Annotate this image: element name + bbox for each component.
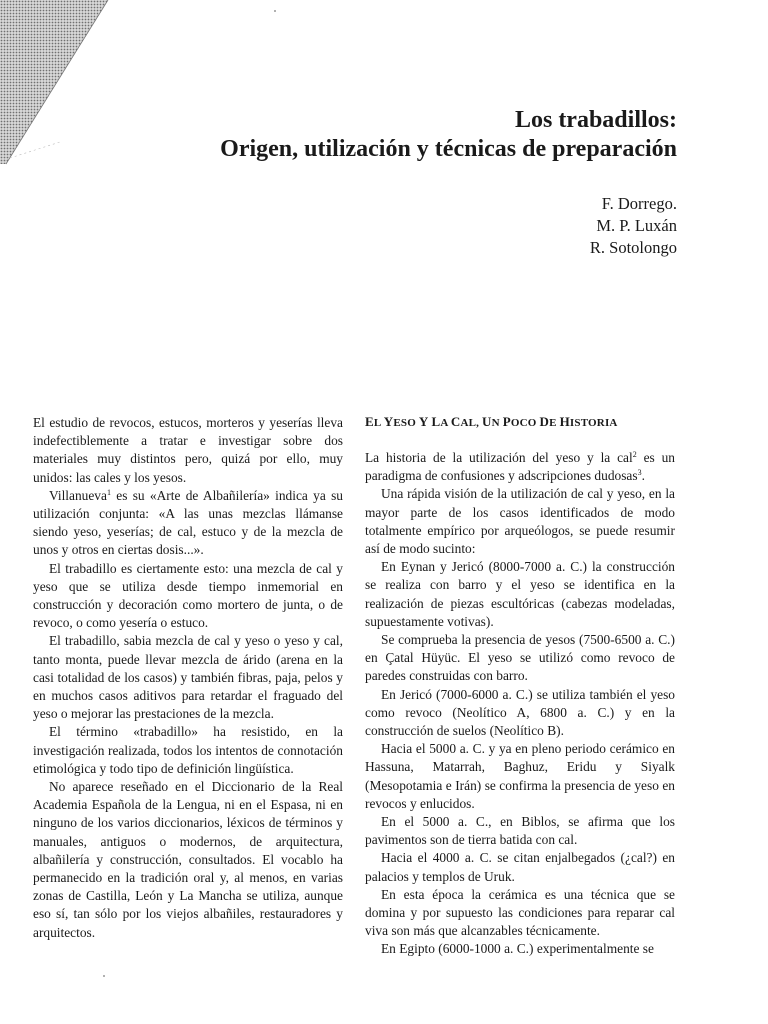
paragraph-villanueva <box>33 487 343 560</box>
paragraph-egypt: En Egipto (6000-1000 a. C.) experimentalmente se <box>381 941 654 957</box>
paragraph-jerico-neolithic: En Jericó (7000-6000 a. C.) se utiliza también el yeso como revoco (Neolítico A, 6800 a. C.) y en la construcción de suelos (Neolítico B). <box>365 686 675 739</box>
paragraph-dictionary: No aparece reseñado en el Diccionario de la Real Academia Española de la Lengua, ni en el Espasa, ni en ninguno de los varios diccionarios, léxicos de términos y manuales, antiguos o modernos, de arquitectura, albañilería y construcción, consultados. El vocablo ha permanecido en la tradición oral y, al menos, en varias zonas de Castilla, León y La Mancha se utiliza, aunque eso sí, tan sólo por los viejos albañiles, restauradores y arquitectos. <box>33 779 343 940</box>
paragraph-ceramic-period: Hacia el 5000 a. C. y ya en pleno periodo cerámico en Hassuna, Matarrah, Baghuz, Eridu y Siyalk (Mesopotamia e Irán) se confirma la presencia de yeso en revocos y enlucidos. <box>365 741 675 811</box>
author-1: F. Dorrego. <box>601 194 677 213</box>
paragraph-biblos: En el 5000 a. C., en Biblos, se afirma que los pavimentos son de tierra batida con cal. <box>365 814 675 848</box>
paragraph-text: es su «Arte de Albañilería» indica ya su utilización conjunta: «A las unas mezclas llámanse siendo yeso, yeserías; de cal, estuco y de la mezcla de unos y otros en ciertas dosis...». <box>33 487 343 558</box>
paragraph-text: es un paradigma de confusiones y adscripciones dudosas <box>365 450 676 484</box>
corner-halftone-decoration <box>0 0 110 170</box>
footnote-ref-2: 2 <box>632 450 637 459</box>
paragraph-eynan-jerico: En Eynan y Jericó (8000-7000 a. C.) la construcción se realiza con barro y el yeso se identifica en la realización de piezas escultóricas (cabezas modeladas, supuestamente votivas). <box>365 559 675 629</box>
footnote-ref-1: 1 <box>106 487 111 497</box>
paragraph-text: . <box>641 468 645 484</box>
paragraph-history <box>365 449 675 485</box>
paragraph-composition: El trabadillo, sabia mezcla de cal y yeso o yeso y cal, tanto monta, puede llevar mezcla de árido (arena en la casi totalidad de los casos) y también fibras, paja, pelos y en muchos casos aditivos para retardar el fraguado del yeso o mejorar las prestaciones de la mezcla. <box>33 633 343 722</box>
paragraph-overview: Una rápida visión de la utilización de cal y yeso, en la mayor parte de los casos identificados de modo totalmente empírico por arqueólogos, se puede resumir así de modo sucinto: <box>365 486 675 557</box>
author-2: M. P. Luxán <box>596 216 677 235</box>
section-heading-text: EL YESO Y LA CAL, UN POCO DE HISTORIA <box>365 414 618 429</box>
paragraph-definition: El trabadillo es ciertamente esto: una mezcla de cal y yeso que se utiliza desde tiempo inmemorial en construcción y decoración como mortero de junta, o de revoco, o como yesería o estuco. <box>33 560 343 631</box>
author-3: R. Sotolongo <box>589 238 677 257</box>
right-column <box>365 414 675 959</box>
title-line-2: Origen, utilización y técnicas de preparación <box>220 136 677 162</box>
section-heading <box>365 414 675 431</box>
left-column <box>33 414 343 942</box>
paragraph-term: El término «trabadillo» ha resistido, en la investigación realizada, todos los intentos de connotación etimológica y todo tipo de definición lingüística. <box>33 724 343 776</box>
scan-speck <box>103 975 105 977</box>
paragraph-text: La historia de la utilización del yeso y la cal <box>365 450 633 465</box>
paragraph-intro: El estudio de revocos, estucos, morteros y yeserías lleva indefectiblemente a tratar e investigar sobre dos materiales muy distintos pero, quizá por ello, muy unidos: las cales y los yesos. <box>33 415 343 485</box>
author-list <box>590 193 677 259</box>
title-line-1: Los trabadillos: <box>514 107 677 133</box>
footnote-ref-3: 3 <box>637 468 642 478</box>
paragraph-ceramic-technique: En esta época la cerámica es una técnica que se domina y por supuesto las condiciones para reparar cal viva son más que alcanzables técnicamente. <box>365 886 675 939</box>
article-title <box>220 106 677 164</box>
paragraph-text: Villanueva <box>49 487 107 503</box>
paragraph-uruk: Hacia el 4000 a. C. se citan enjalbegados (¿cal?) en palacios y templos de Uruk. <box>365 850 675 884</box>
paragraph-catal-huyuc: Se comprueba la presencia de yesos (7500-6500 a. C.) en Çatal Hüyüc. El yeso se utilizó como revoco de paredes construidas con barro. <box>365 632 675 684</box>
scan-speck <box>274 10 276 12</box>
